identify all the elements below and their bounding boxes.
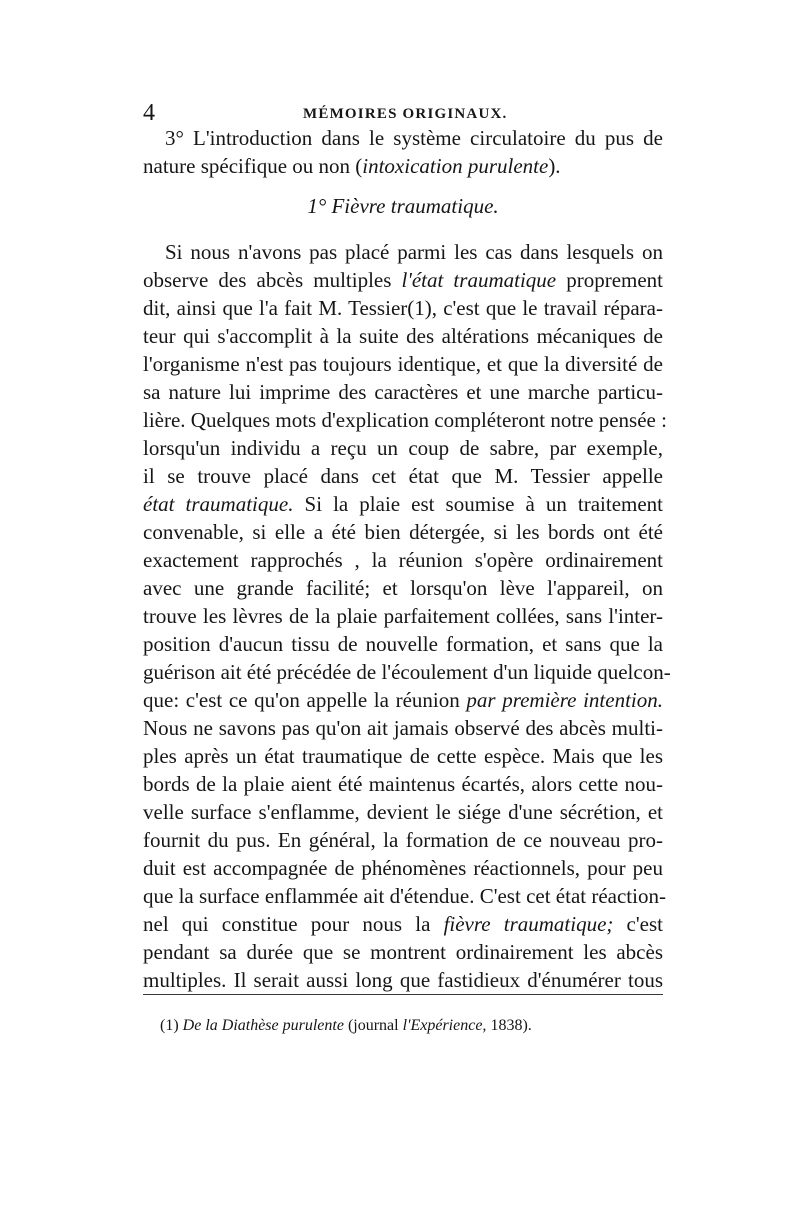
text-line: sa nature lui imprime des caractères et une marche particu- xyxy=(143,380,663,404)
body-text xyxy=(143,124,671,994)
text-line: avec une grande facilité; et lorsqu'on lève l'appareil, on xyxy=(143,576,663,600)
italic-term: par première intention. xyxy=(466,688,663,712)
text-line: trouve les lèvres de la plaie parfaitement collées, sans l'inter- xyxy=(143,604,663,628)
italic-term: l'état traumatique xyxy=(401,268,557,292)
footnote-journal: l'Expérience, xyxy=(402,1017,487,1034)
text-line: bords de la plaie aient été maintenus écartés, alors cette nou- xyxy=(143,772,663,796)
text-line: observe des abcès multiples l'état traumatique proprement xyxy=(143,268,664,292)
text-line: que la surface enflammée ait d'étendue. C'est cet état réaction- xyxy=(143,884,666,908)
text-line: il se trouve placé dans cet état que M. Tessier appelle xyxy=(143,464,663,488)
text-line: l'organisme n'est pas toujours identique, et que la diversité de xyxy=(143,352,663,376)
text-line: lorsqu'un individu a reçu un coup de sabre, par exemple, xyxy=(143,436,663,460)
running-title: MÉMOIRES ORIGINAUX. xyxy=(303,106,508,122)
text-line: Nous ne savons pas qu'on ait jamais observé des abcès multi- xyxy=(143,716,663,740)
text-line: teur qui s'accomplit à la suite des altérations mécaniques de xyxy=(143,324,663,348)
text-line: guérison ait été précédée de l'écoulement d'un liquide quelcon- xyxy=(143,660,671,684)
page-number: 4 xyxy=(143,100,155,126)
text-line: duit est accompagnée de phénomènes réactionnels, pour peu xyxy=(143,856,663,880)
footnote-title: De la Diathèse purulente xyxy=(182,1017,344,1034)
text-line: lière. Quelques mots d'explication compléteront notre pensée : xyxy=(143,408,667,432)
text-line: ples après un état traumatique de cette espèce. Mais que les xyxy=(143,744,663,768)
text-line: 3° L'introduction dans le système circulatoire du pus de xyxy=(165,126,663,150)
text-line: multiples. Il serait aussi long que fastidieux d'énumérer tous xyxy=(143,968,663,992)
italic-term: intoxication purulente xyxy=(362,154,549,178)
text-line: nel qui constitue pour nous la fièvre traumatique; c'est xyxy=(143,912,663,936)
section-heading: 1° Fièvre traumatique. xyxy=(307,194,499,218)
text-line: état traumatique. Si la plaie est soumise à un traitement xyxy=(143,492,664,516)
footnote-divider xyxy=(143,994,663,995)
text-line: Si nous n'avons pas placé parmi les cas dans lesquels on xyxy=(165,240,663,264)
text-line: position d'aucun tissu de nouvelle formation, et sans que la xyxy=(143,632,663,656)
text-line: exactement rapprochés , la réunion s'opère ordinairement xyxy=(143,548,663,572)
text-line: velle surface s'enflamme, devient le siége d'une sécrétion, et xyxy=(143,800,663,824)
footnote: (1) De la Diathèse purulente (journal l'Expérience, 1838). xyxy=(160,1017,532,1034)
text-line: convenable, si elle a été bien détergée, si les bords ont été xyxy=(143,520,663,544)
text-line: nature spécifique ou non (intoxication purulente). xyxy=(143,154,561,178)
text-line: fournit du pus. En général, la formation de ce nouveau pro- xyxy=(143,828,663,852)
italic-term: fièvre traumatique; xyxy=(443,912,614,936)
italic-term: état traumatique. xyxy=(143,492,294,516)
text-line: dit, ainsi que l'a fait M. Tessier(1), c'est que le travail répara- xyxy=(143,296,663,320)
text-line: pendant sa durée que se montrent ordinairement les abcès xyxy=(143,940,663,964)
text-line: que: c'est ce qu'on appelle la réunion par première intention. xyxy=(143,688,663,712)
